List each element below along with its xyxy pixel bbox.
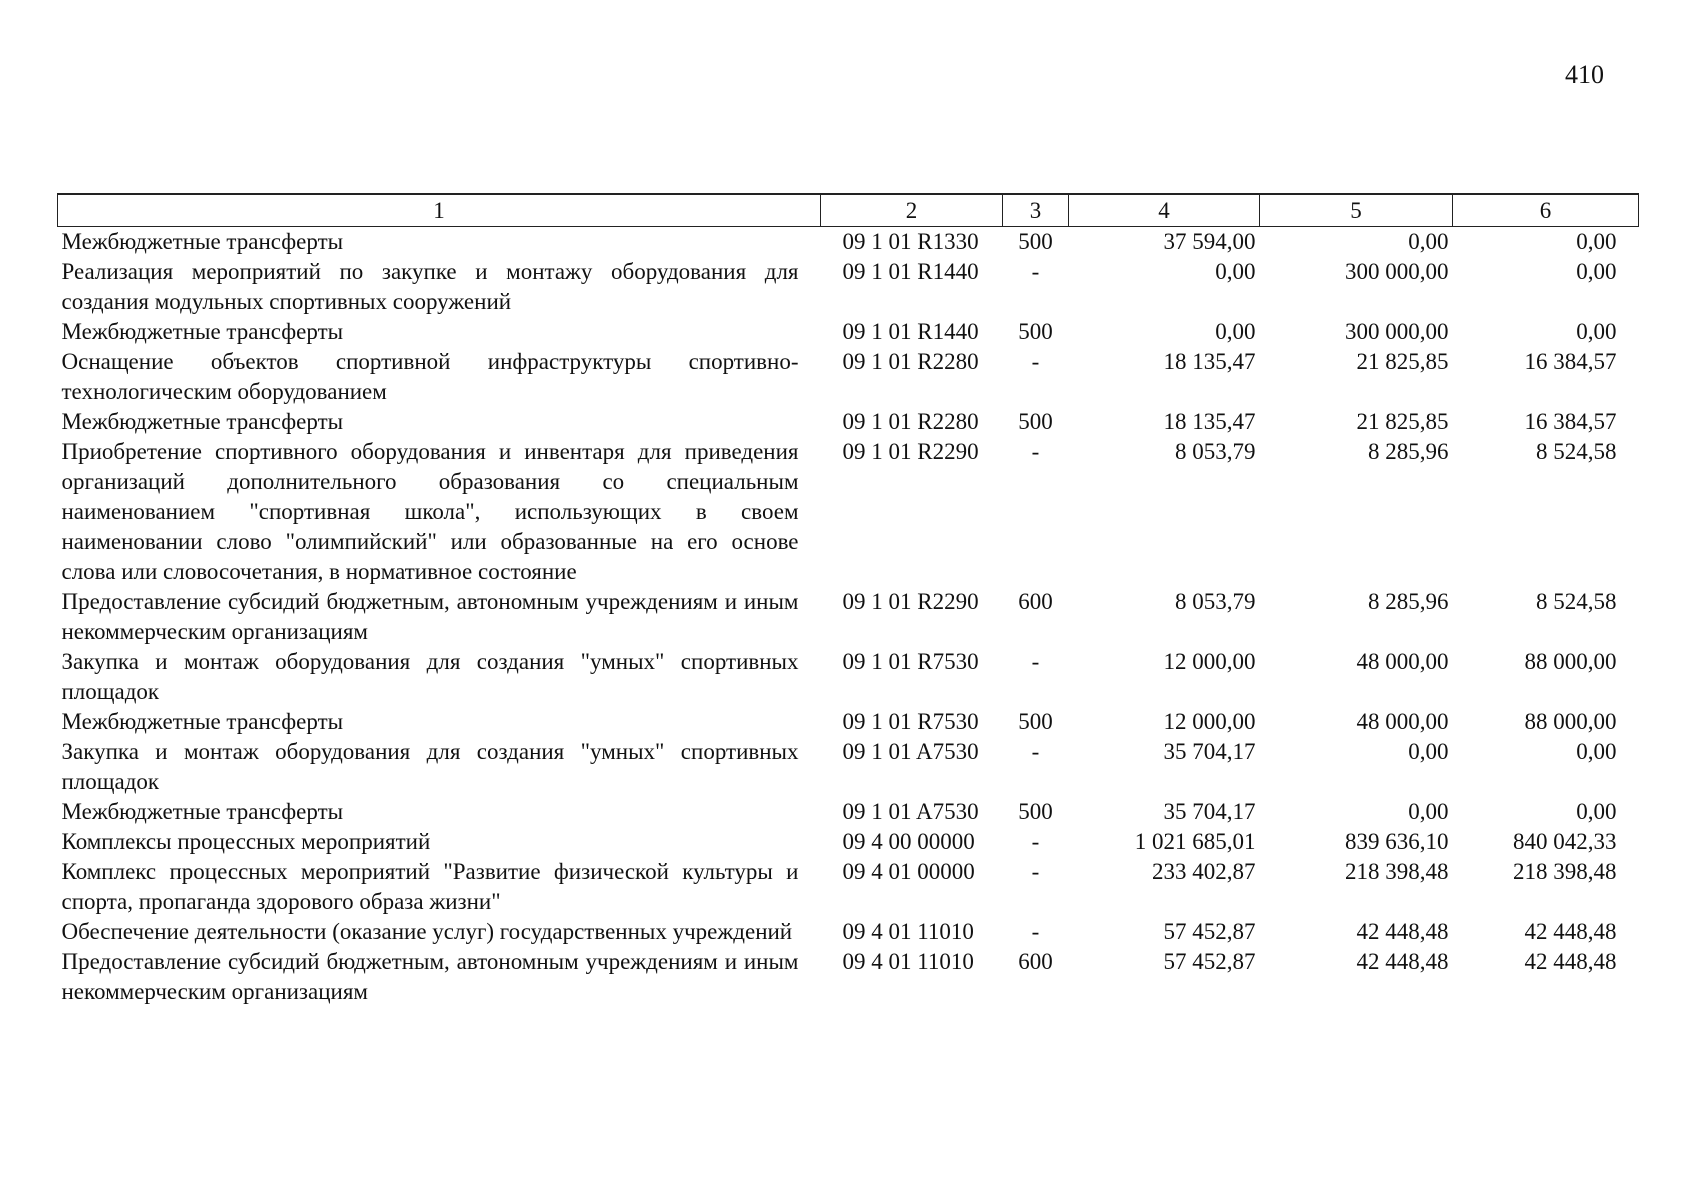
row-code-cell: 09 1 01 A7530 bbox=[842, 739, 979, 764]
table-row bbox=[58, 647, 1639, 707]
row-name-cell: Комплексы процессных мероприятий bbox=[61, 829, 431, 854]
row-type-cell: - bbox=[1031, 349, 1040, 374]
header-col-1: 1 bbox=[58, 194, 821, 227]
row-value-col4-cell: 12 000,00 bbox=[1163, 649, 1256, 674]
budget-table bbox=[57, 193, 1639, 1007]
row-value-col4-cell: 18 135,47 bbox=[1163, 409, 1256, 434]
table-header bbox=[58, 194, 1639, 227]
row-code-cell: 09 1 01 R1440 bbox=[842, 259, 979, 284]
row-value-col6-cell: 840 042,33 bbox=[1513, 829, 1617, 854]
table-row bbox=[58, 737, 1639, 797]
row-value-col5-cell: 42 448,48 bbox=[1356, 949, 1449, 974]
row-code-cell: 09 1 01 R2280 bbox=[842, 409, 979, 434]
table-row bbox=[58, 407, 1639, 437]
row-code-cell: 09 4 01 00000 bbox=[842, 859, 975, 884]
row-type-cell: - bbox=[1031, 919, 1040, 944]
row-value-col4-cell: 57 452,87 bbox=[1163, 919, 1256, 944]
row-value-col5-cell: 0,00 bbox=[1408, 799, 1449, 824]
row-value-col4-cell: 0,00 bbox=[1215, 319, 1256, 344]
row-name-cell: Реализация мероприятий по закупке и монтажу оборудования для создания модульных спортивных сооружений bbox=[61, 259, 799, 314]
row-value-col5-cell: 8 285,96 bbox=[1368, 589, 1449, 614]
row-name-cell: Межбюджетные трансферты bbox=[61, 229, 344, 254]
row-type-cell: 500 bbox=[1018, 709, 1053, 734]
table-body bbox=[58, 227, 1639, 1008]
row-code-cell: 09 4 01 11010 bbox=[842, 919, 974, 944]
row-name-cell: Оснащение объектов спортивной инфраструктуры спортивно-технологическим оборудованием bbox=[61, 349, 799, 404]
row-value-col4-cell: 8 053,79 bbox=[1175, 589, 1256, 614]
row-type-cell: - bbox=[1031, 439, 1040, 464]
header-col-4: 4 bbox=[1069, 194, 1260, 227]
row-name-cell: Обеспечение деятельности (оказание услуг) государственных учреждений bbox=[61, 919, 793, 944]
row-name-cell: Межбюджетные трансферты bbox=[61, 799, 344, 824]
row-value-col6-cell: 8 524,58 bbox=[1536, 589, 1617, 614]
row-value-col4-cell: 37 594,00 bbox=[1163, 229, 1256, 254]
row-value-col5-cell: 0,00 bbox=[1408, 229, 1449, 254]
row-value-col6-cell: 42 448,48 bbox=[1524, 919, 1617, 944]
row-name-cell: Комплекс процессных мероприятий "Развитие физической культуры и спорта, пропаганда здорового образа жизни" bbox=[61, 859, 799, 914]
row-value-col5-cell: 8 285,96 bbox=[1368, 439, 1449, 464]
row-name-cell: Предоставление субсидий бюджетным, автономным учреждениям и иным некоммерческим организациям bbox=[61, 949, 799, 1004]
row-name-cell: Межбюджетные трансферты bbox=[61, 409, 344, 434]
table-row bbox=[58, 317, 1639, 347]
header-col-5: 5 bbox=[1260, 194, 1453, 227]
header-row bbox=[58, 194, 1639, 227]
row-name-cell: Межбюджетные трансферты bbox=[61, 709, 344, 734]
table-row bbox=[58, 827, 1639, 857]
row-name-cell: Закупка и монтаж оборудования для создания "умных" спортивных площадок bbox=[61, 649, 799, 704]
row-code-cell: 09 1 01 A7530 bbox=[842, 799, 979, 824]
table-row bbox=[58, 857, 1639, 917]
header-col-3: 3 bbox=[1003, 194, 1069, 227]
row-type-cell: 500 bbox=[1018, 229, 1053, 254]
row-value-col5-cell: 300 000,00 bbox=[1345, 319, 1449, 344]
row-code-cell: 09 1 01 R1440 bbox=[842, 319, 979, 344]
table-row bbox=[58, 797, 1639, 827]
row-value-col6-cell: 42 448,48 bbox=[1524, 949, 1617, 974]
table-row bbox=[58, 947, 1639, 1007]
row-code-cell: 09 1 01 R2280 bbox=[842, 349, 979, 374]
row-name-cell: Закупка и монтаж оборудования для создания "умных" спортивных площадок bbox=[61, 739, 799, 794]
row-code-cell: 09 4 01 11010 bbox=[842, 949, 974, 974]
row-type-cell: 500 bbox=[1018, 409, 1053, 434]
row-name-cell: Предоставление субсидий бюджетным, автономным учреждениям и иным некоммерческим организациям bbox=[61, 589, 799, 644]
row-code-cell: 09 1 01 R7530 bbox=[842, 709, 979, 734]
row-value-col4-cell: 35 704,17 bbox=[1163, 799, 1256, 824]
row-value-col4-cell: 12 000,00 bbox=[1163, 709, 1256, 734]
row-value-col6-cell: 0,00 bbox=[1576, 319, 1617, 344]
row-value-col5-cell: 839 636,10 bbox=[1345, 829, 1449, 854]
row-value-col6-cell: 8 524,58 bbox=[1536, 439, 1617, 464]
row-value-col6-cell: 218 398,48 bbox=[1513, 859, 1617, 884]
row-type-cell: 600 bbox=[1018, 949, 1053, 974]
row-code-cell: 09 1 01 R2290 bbox=[842, 589, 979, 614]
row-code-cell: 09 1 01 R1330 bbox=[842, 229, 979, 254]
row-type-cell: 600 bbox=[1018, 589, 1053, 614]
page-number: 410 bbox=[1565, 60, 1604, 89]
row-name-cell: Приобретение спортивного оборудования и инвентаря для приведения организаций дополнительного образования со специальным наименованием "спортивная школа", использующих в своем наименовании слово "олимпийский" или образованные на его основе слова или словосочетания, в нормативное состояние bbox=[61, 439, 799, 584]
row-value-col4-cell: 1 021 685,01 bbox=[1134, 829, 1256, 854]
row-type-cell: - bbox=[1031, 649, 1040, 674]
row-name-cell: Межбюджетные трансферты bbox=[61, 319, 344, 344]
table-row bbox=[58, 257, 1639, 317]
table-row bbox=[58, 347, 1639, 407]
row-value-col5-cell: 21 825,85 bbox=[1356, 349, 1449, 374]
row-value-col6-cell: 0,00 bbox=[1576, 259, 1617, 284]
header-col-2: 2 bbox=[821, 194, 1003, 227]
row-code-cell: 09 1 01 R2290 bbox=[842, 439, 979, 464]
row-value-col6-cell: 0,00 bbox=[1576, 799, 1617, 824]
row-value-col6-cell: 0,00 bbox=[1576, 739, 1617, 764]
table-row bbox=[58, 707, 1639, 737]
table-row bbox=[58, 437, 1639, 587]
table-row bbox=[58, 227, 1639, 258]
row-type-cell: - bbox=[1031, 259, 1040, 284]
row-value-col4-cell: 8 053,79 bbox=[1175, 439, 1256, 464]
row-type-cell: - bbox=[1031, 739, 1040, 764]
row-type-cell: - bbox=[1031, 829, 1040, 854]
row-code-cell: 09 1 01 R7530 bbox=[842, 649, 979, 674]
row-value-col6-cell: 16 384,57 bbox=[1524, 409, 1617, 434]
header-col-6: 6 bbox=[1453, 194, 1639, 227]
row-value-col5-cell: 48 000,00 bbox=[1356, 649, 1449, 674]
row-type-cell: - bbox=[1031, 859, 1040, 884]
row-value-col6-cell: 88 000,00 bbox=[1524, 649, 1617, 674]
row-value-col6-cell: 16 384,57 bbox=[1524, 349, 1617, 374]
row-value-col4-cell: 0,00 bbox=[1215, 259, 1256, 284]
row-value-col5-cell: 0,00 bbox=[1408, 739, 1449, 764]
row-value-col5-cell: 21 825,85 bbox=[1356, 409, 1449, 434]
row-type-cell: 500 bbox=[1018, 319, 1053, 344]
row-value-col5-cell: 42 448,48 bbox=[1356, 919, 1449, 944]
table-row bbox=[58, 587, 1639, 647]
row-value-col4-cell: 57 452,87 bbox=[1163, 949, 1256, 974]
table-row bbox=[58, 917, 1639, 947]
row-value-col5-cell: 300 000,00 bbox=[1345, 259, 1449, 284]
row-value-col4-cell: 233 402,87 bbox=[1152, 859, 1256, 884]
row-code-cell: 09 4 00 00000 bbox=[842, 829, 975, 854]
budget-table-container bbox=[57, 193, 1638, 1007]
row-value-col6-cell: 0,00 bbox=[1576, 229, 1617, 254]
row-value-col5-cell: 48 000,00 bbox=[1356, 709, 1449, 734]
row-type-cell: 500 bbox=[1018, 799, 1053, 824]
row-value-col4-cell: 35 704,17 bbox=[1163, 739, 1256, 764]
row-value-col6-cell: 88 000,00 bbox=[1524, 709, 1617, 734]
row-value-col4-cell: 18 135,47 bbox=[1163, 349, 1256, 374]
row-value-col5-cell: 218 398,48 bbox=[1345, 859, 1449, 884]
